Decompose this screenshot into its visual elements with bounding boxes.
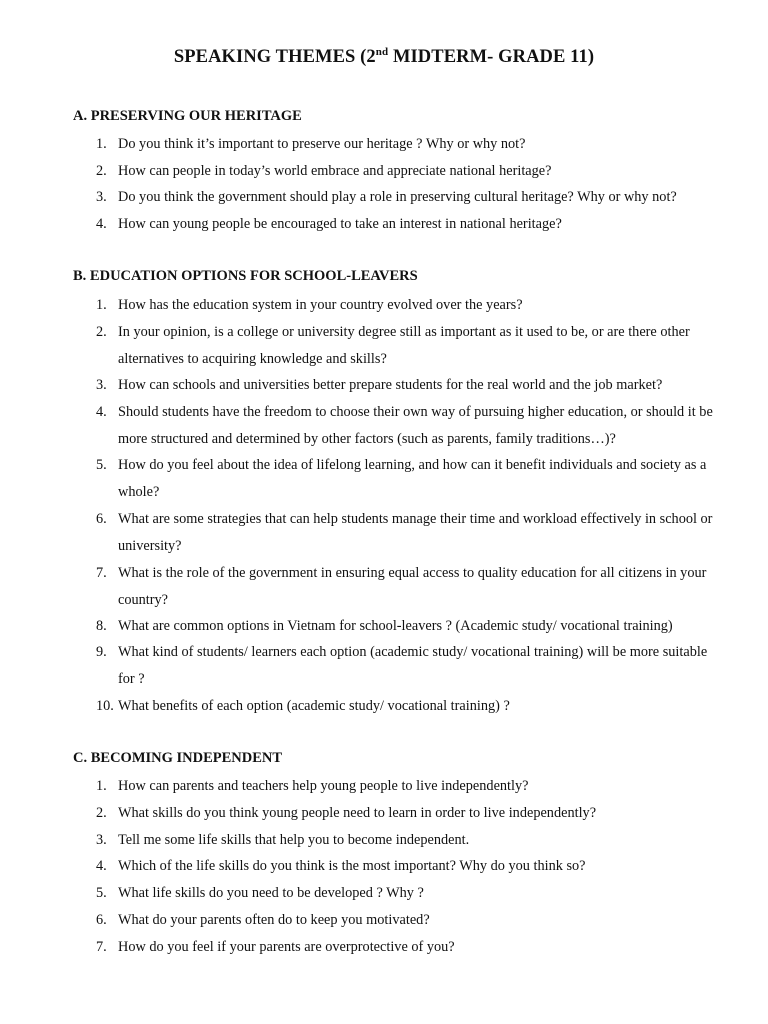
item-number: 3. — [96, 377, 107, 393]
item-text: What skills do you think young people need to learn in order to live independently? — [118, 805, 597, 821]
item-text: How do you feel about the idea of lifelong learning, and how can it benefit individuals and society as a whole? — [118, 457, 707, 500]
item-number: 3. — [96, 189, 107, 205]
list-item — [96, 853, 726, 880]
item-text: What kind of students/ learners each option (academic study/ vocational training) will be more suitable for ? — [118, 644, 708, 687]
item-number: 1. — [96, 297, 107, 313]
item-number: 6. — [96, 511, 107, 527]
list-item — [96, 158, 726, 185]
list-item — [96, 907, 726, 934]
item-text: How has the education system in your country evolved over the years? — [118, 297, 523, 313]
section-heading-b: B. EDUCATION OPTIONS FOR SCHOOL-LEAVERS — [73, 268, 418, 284]
item-number: 9. — [96, 644, 107, 660]
item-text: How can young people be encouraged to take an interest in national heritage? — [118, 216, 562, 232]
item-text: How can parents and teachers help young people to live independently? — [118, 778, 529, 794]
list-item — [96, 827, 726, 854]
item-text: Do you think it’s important to preserve our heritage ? Why or why not? — [118, 136, 526, 152]
list-item — [96, 773, 726, 800]
item-text: In your opinion, is a college or university degree still as important as it used to be, or are there other alternatives to acquiring knowledge and skills? — [118, 324, 690, 367]
item-number: 2. — [96, 805, 107, 821]
list-item — [96, 372, 726, 399]
list-item — [96, 560, 726, 614]
list-item — [96, 292, 726, 319]
item-text: What benefits of each option (academic study/ vocational training) ? — [118, 698, 510, 714]
item-number: 2. — [96, 324, 107, 340]
item-number: 5. — [96, 457, 107, 473]
list-item — [96, 693, 726, 720]
item-number: 10. — [96, 698, 114, 714]
item-text: What do your parents often do to keep you motivated? — [118, 912, 430, 928]
item-number: 3. — [96, 832, 107, 848]
list-item — [96, 639, 726, 693]
item-text: What is the role of the government in ensuring equal access to quality education for all citizens in your country? — [118, 565, 707, 608]
list-item — [96, 880, 726, 907]
title-main: SPEAKING THEMES (2 — [173, 47, 376, 67]
page-title — [0, 46, 768, 68]
section-heading-c: C. BECOMING INDEPENDENT — [73, 750, 283, 766]
title-rest: MIDTERM- GRADE 11) — [388, 47, 595, 67]
item-number: 4. — [96, 404, 107, 420]
list-item — [96, 506, 726, 560]
item-text: What are some strategies that can help students manage their time and workload effectively in school or university? — [118, 511, 713, 554]
item-text: How can schools and universities better prepare students for the real world and the job market? — [118, 377, 663, 393]
title-superscript: nd — [375, 46, 389, 58]
list-item — [96, 800, 726, 827]
item-text: Which of the life skills do you think is the most important? Why do you think so? — [118, 858, 586, 874]
list-item — [96, 319, 726, 373]
item-number: 6. — [96, 912, 107, 928]
section-heading-a: A. PRESERVING OUR HERITAGE — [73, 108, 302, 124]
item-text: How do you feel if your parents are overprotective of you? — [118, 939, 455, 955]
item-number: 4. — [96, 858, 107, 874]
item-text: Do you think the government should play a role in preserving cultural heritage? Why or why not? — [118, 189, 677, 205]
list-item — [96, 613, 726, 640]
item-text: What life skills do you need to be developed ? Why ? — [118, 885, 424, 901]
item-text: How can people in today’s world embrace and appreciate national heritage? — [118, 163, 552, 179]
item-text: Tell me some life skills that help you to become independent. — [118, 832, 470, 848]
item-number: 4. — [96, 216, 107, 232]
list-item — [96, 211, 726, 238]
item-number: 1. — [96, 136, 107, 152]
list-item — [96, 131, 726, 158]
list-item — [96, 184, 726, 211]
item-number: 1. — [96, 778, 107, 794]
item-text: What are common options in Vietnam for school-leavers ? (Academic study/ vocational training) — [118, 618, 673, 634]
list-item — [96, 934, 726, 961]
item-number: 7. — [96, 939, 107, 955]
item-number: 8. — [96, 618, 107, 634]
item-number: 5. — [96, 885, 107, 901]
list-item — [96, 452, 726, 506]
item-number: 7. — [96, 565, 107, 581]
item-text: Should students have the freedom to choose their own way of pursuing higher education, or should it be more structured and determined by other factors (such as parents, family traditions…)? — [118, 404, 713, 447]
item-number: 2. — [96, 163, 107, 179]
list-item — [96, 399, 726, 453]
